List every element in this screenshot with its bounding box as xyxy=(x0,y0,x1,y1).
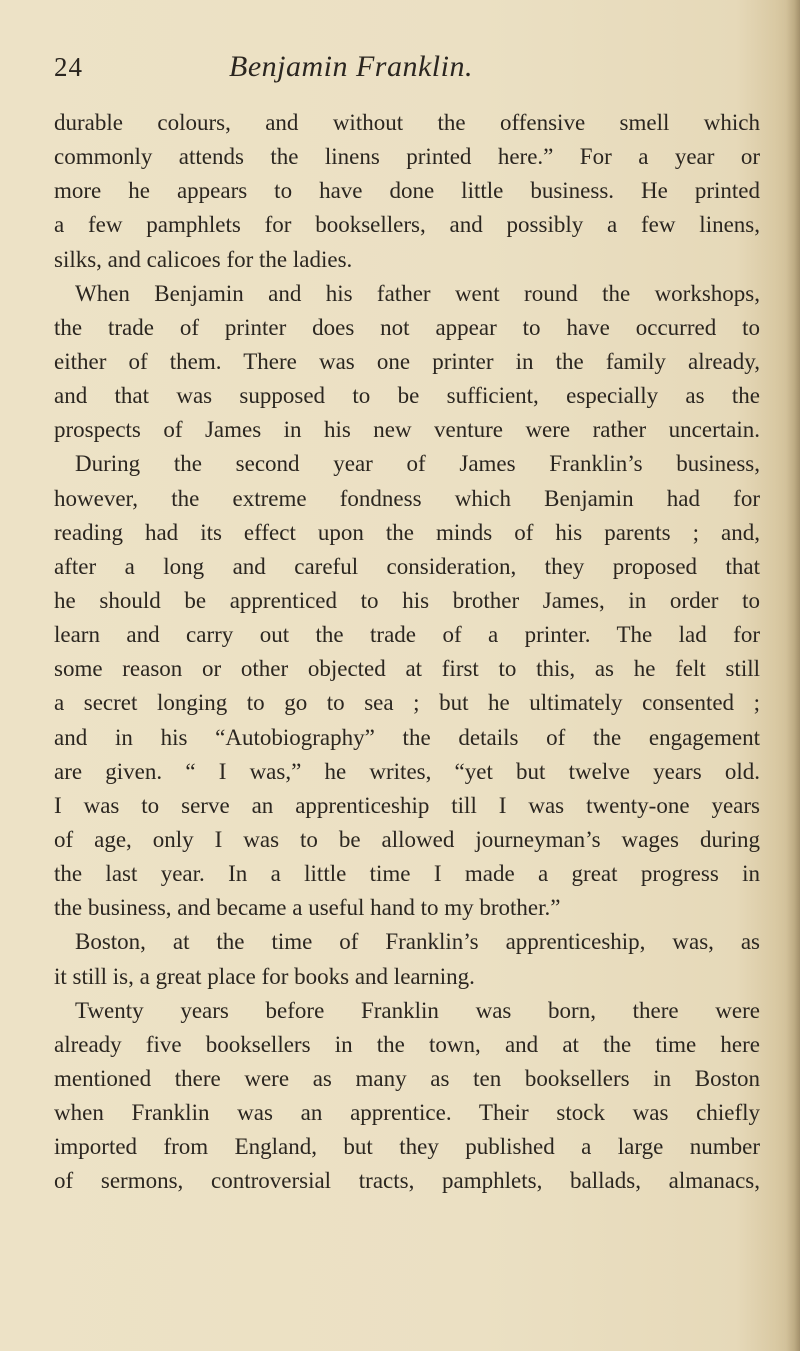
text-line: silks, and calicoes for the ladies. xyxy=(54,246,353,272)
text-line: durable colours, and without the offensive smell which xyxy=(54,110,760,135)
text-line: after a long and careful consideration, they proposed that xyxy=(54,553,760,579)
running-title: Benjamin Franklin. xyxy=(229,50,473,83)
text-line: are given. “ I was,” he writes, “yet but twelve years old. xyxy=(54,758,760,784)
text-line: and in his “Autobiography” the details of the engagement xyxy=(54,724,760,750)
text-line: and that was supposed to be sufficient, especially as the xyxy=(54,383,760,409)
text-line: commonly attends the linens printed here.” For a year or xyxy=(54,144,760,170)
page-number: 24 xyxy=(54,52,83,82)
text-line: more he appears to have done little business. He printed xyxy=(54,178,760,204)
text-line: of age, only I was to be allowed journeyman’s wages during xyxy=(54,826,760,852)
text-line: imported from England, but they published a large number xyxy=(54,1134,760,1160)
text-line: the last year. In a little time I made a great progress in xyxy=(54,861,760,887)
text-line: mentioned there were as many as ten booksellers in Boston xyxy=(54,1065,760,1091)
text-line: it still is, a great place for books and learning. xyxy=(54,963,475,989)
text-line: either of them. There was one printer in the family already, xyxy=(54,348,760,374)
text-line: reading had its effect upon the minds of his parents ; and, xyxy=(54,519,760,545)
text-line: a secret longing to go to sea ; but he ultimately consented ; xyxy=(54,690,760,716)
text-line: however, the extreme fondness which Benjamin had for xyxy=(54,485,760,511)
text-line: a few pamphlets for booksellers, and possibly a few linens, xyxy=(54,212,760,238)
text-line: of sermons, controversial tracts, pamphlets, ballads, almanacs, xyxy=(54,1168,760,1194)
text-line: the trade of printer does not appear to have occurred to xyxy=(54,314,760,340)
page-edge-shadow xyxy=(786,0,800,1351)
text-line: learn and carry out the trade of a printer. The lad for xyxy=(54,622,760,648)
text-line: he should be apprenticed to his brother James, in order to xyxy=(54,587,760,613)
body-text xyxy=(54,106,760,1199)
text-line: already five booksellers in the town, and at the time here xyxy=(54,1031,760,1057)
text-line: During the second year of James Franklin’s business, xyxy=(75,451,760,477)
text-line: I was to serve an apprenticeship till I was twenty-one years xyxy=(54,792,760,818)
text-line: some reason or other objected at first to this, as he felt still xyxy=(54,656,760,682)
text-line: prospects of James in his new venture were rather uncertain. xyxy=(54,417,760,443)
text-line: Twenty years before Franklin was born, there were xyxy=(75,997,760,1023)
text-line: When Benjamin and his father went round the workshops, xyxy=(75,280,760,306)
page-header xyxy=(54,50,754,94)
text-line: the business, and became a useful hand to my brother.” xyxy=(54,895,561,921)
text-line: when Franklin was an apprentice. Their stock was chiefly xyxy=(54,1100,760,1126)
text-line: Boston, at the time of Franklin’s apprenticeship, was, as xyxy=(75,929,760,955)
